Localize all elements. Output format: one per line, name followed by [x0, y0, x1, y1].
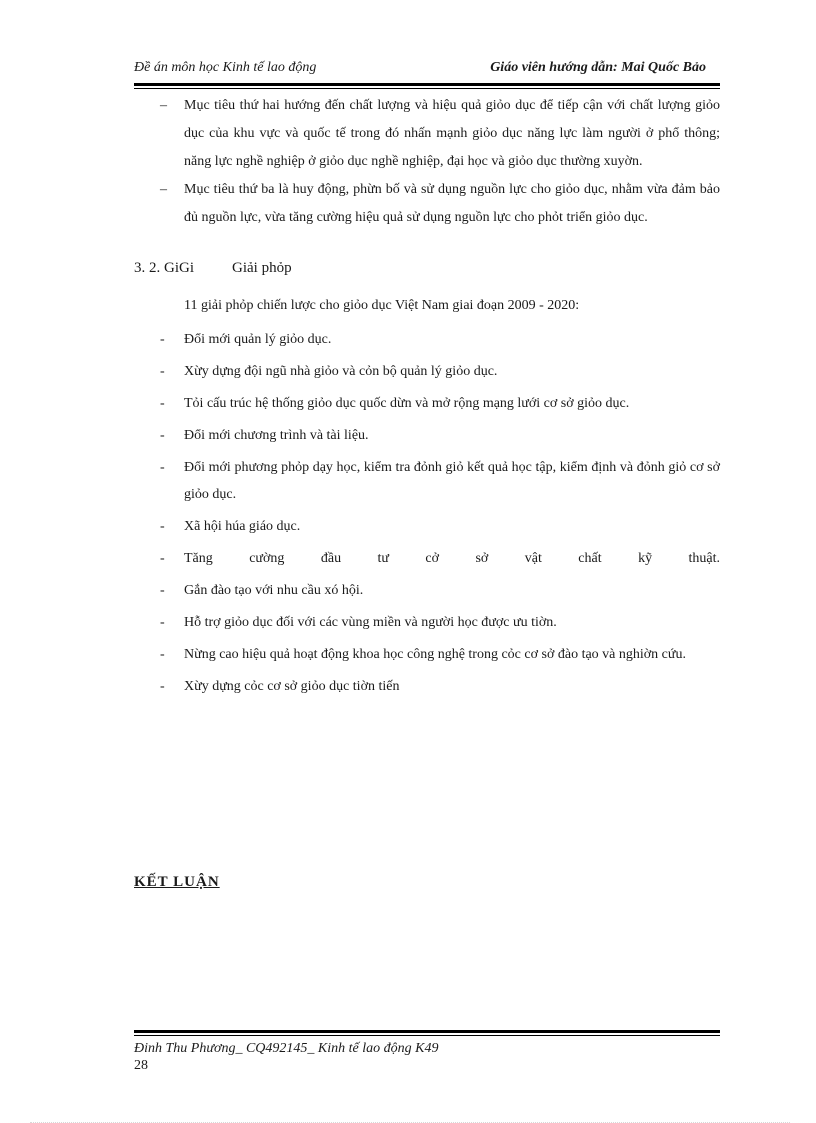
list-item-text: Xã hội húa giáo dục.: [184, 519, 301, 534]
conclusion-heading: KẾT LUẬN: [134, 874, 220, 890]
list-item: [134, 513, 720, 540]
bullet-marker: -: [160, 428, 165, 443]
section-number: 3. 2. GiGi: [134, 260, 194, 276]
footer-author: Đinh Thu Phương_ CQ492145_ Kinh tế lao động K49: [134, 1041, 439, 1056]
objective-text: Mục tiêu thứ ba là huy động, phừn bố và sử dụng nguồn lực cho giỏo dục, nhằm vừa đảm bảo đủ nguồn lực, vừa tăng cường hiệu quả sử dụng nguồn lực cho phỏt triển giỏo dục.: [184, 182, 720, 225]
list-item-text: Nừng cao hiệu quả hoạt động khoa học công nghệ trong cỏc cơ sở đào tạo và nghiờn cứu.: [184, 647, 686, 662]
objective-item: [134, 176, 720, 232]
list-item-text: Gắn đào tạo với nhu cầu xó hội.: [184, 583, 364, 598]
list-item: [134, 390, 720, 417]
list-item: [134, 673, 720, 700]
objective-text: Mục tiêu thứ hai hướng đến chất lượng và hiệu quả giỏo dục để tiếp cận với chất lượng giỏo dục của khu vực và quốc tế trong đó nhấn mạnh giỏo dục năng lực làm người ở phổ thông; năng lực nghề nghiệp ở giỏo dục nghề nghiệp, đại học và giỏo dục thường xuyờn.: [184, 98, 720, 169]
list-item-text: Đổi mới quản lý giỏo dục.: [184, 332, 332, 347]
list-item: [134, 577, 720, 604]
list-item-text: Xừy dựng đội ngũ nhà giỏo và cỏn bộ quản lý giỏo dục.: [184, 364, 498, 379]
bullet-marker: -: [160, 551, 165, 566]
section-title: Giải phỏp: [232, 260, 292, 276]
bullet-marker: -: [160, 679, 165, 694]
list-item-text: Xừy dựng cỏc cơ sở giỏo dục tiờn tiến: [184, 679, 400, 694]
footer-rule: [134, 1030, 720, 1036]
list-item-text: Tăng cường đầu tư cở sở vật chất kỹ thuật.: [184, 551, 720, 566]
header-instructor: Giáo viên hướng dẫn: Mai Quốc Bảo: [490, 60, 706, 75]
list-item: [134, 358, 720, 385]
page-body: [134, 92, 720, 705]
list-item: [134, 609, 720, 636]
bullet-marker: -: [160, 647, 165, 662]
solutions-intro: 11 giải phỏp chiến lược cho giỏo dục Việt Nam giai đoạn 2009 - 2020:: [184, 298, 580, 313]
page-number: 28: [134, 1058, 148, 1073]
list-item: [134, 545, 720, 572]
list-item-text: Đổi mới chương trình và tài liệu.: [184, 428, 369, 443]
dash-marker: –: [160, 182, 167, 197]
bullet-marker: -: [160, 364, 165, 379]
bullet-marker: -: [160, 583, 165, 598]
list-item-text: Hỗ trợ giỏo dục đối với các vùng miền và người học được ưu tiờn.: [184, 615, 557, 630]
header-course-title: Đề án môn học Kinh tế lao động: [134, 60, 317, 75]
objective-item: [134, 92, 720, 176]
page-header: [134, 60, 720, 80]
bullet-marker: -: [160, 332, 165, 347]
list-item: [134, 454, 720, 508]
list-item: [134, 422, 720, 449]
bullet-marker: -: [160, 396, 165, 411]
dash-marker: –: [160, 98, 167, 113]
bullet-marker: -: [160, 519, 165, 534]
list-item-text: Đổi mới phương phỏp dạy học, kiểm tra đỏnh giỏ kết quả học tập, kiểm định và đỏnh giỏ cơ sở giỏo dục.: [184, 460, 720, 502]
list-item-text: Tỏi cấu trúc hệ thống giỏo dục quốc dừn và mở rộng mạng lưới cơ sở giỏo dục.: [184, 396, 630, 411]
bullet-marker: -: [160, 615, 165, 630]
bullet-marker: -: [160, 460, 165, 475]
list-item: [134, 326, 720, 353]
section-heading: [134, 254, 720, 282]
solutions-list: [134, 326, 720, 700]
list-item: [134, 641, 720, 668]
header-rule: [134, 83, 720, 89]
